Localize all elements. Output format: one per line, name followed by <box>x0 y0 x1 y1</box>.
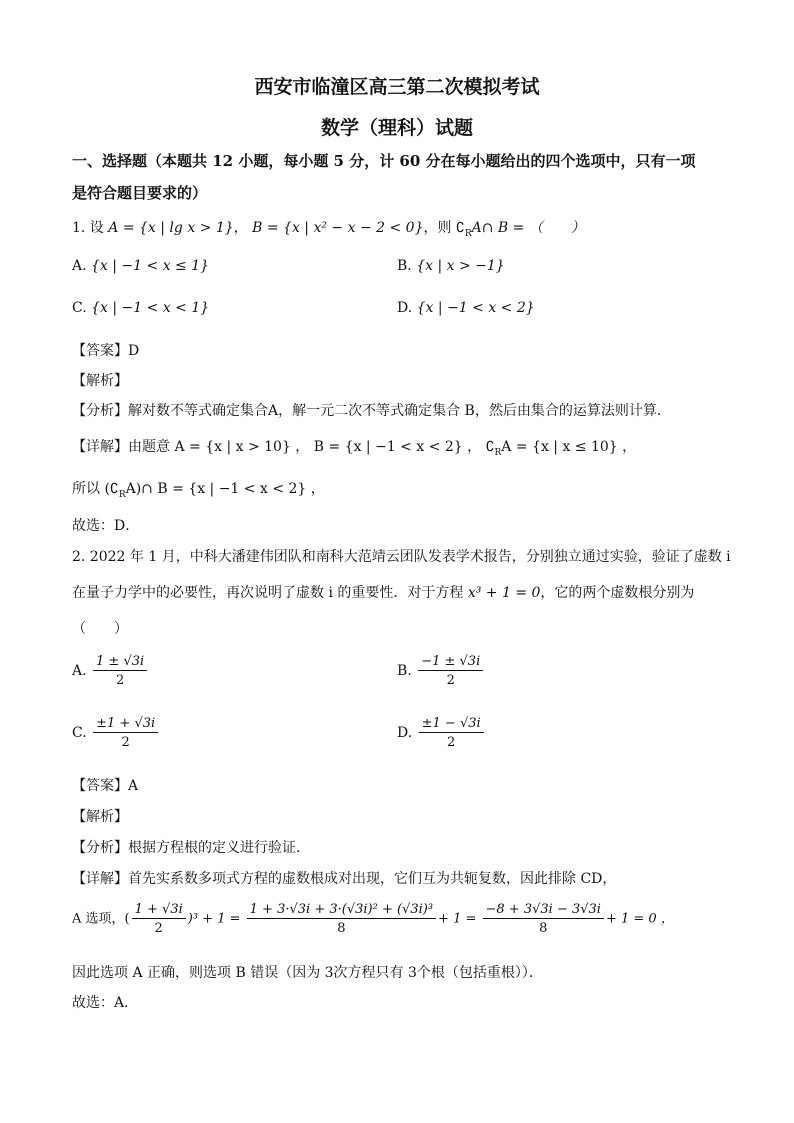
q1-set-b: B = {x | x² − x − 2 < 0} <box>252 220 424 236</box>
q1-set-a: A = {x | lg x > 1} <box>108 220 234 236</box>
q1-xiangjie: 【详解】由题意 A = {x | x > 10} ， B = {x | −1 < x < 2} ， $∁_RA = \{x$ | x ≤ 10} ， <box>72 439 637 458</box>
q2-option-c: C. $\frac{\pm 1 + √3i}{2}$ <box>72 716 160 750</box>
q2-analysis-tag: 【解析】 <box>72 809 128 825</box>
q1-stem: 1. 设 A = {x | lg x > 1}， B = {x | x² − x − 2 < 0}，则 $∁_RA\cap$ B = （ ） <box>72 220 585 239</box>
q1-option-c: C. {x | −1 < x < 1} <box>72 300 210 316</box>
q2-conclusion: 因此选项 A 正确，则选项 B 错误（因为 3次方程只有 3个根（包括重根））． <box>72 965 543 981</box>
q1-suoyi: 所以 $(∁_RA)\cap$ B = {x | −1 < x < 2} ， <box>72 481 325 500</box>
q2-option-a: A. $\frac{1 \pm √3i}{2}$ <box>72 654 149 688</box>
q2-stem-line3: （ ） <box>72 621 128 637</box>
section-heading-line1: 一、选择题（本题共 12 小题，每小题 5 分，计 60 分在每小题给出的四个选项中，只有一项 <box>72 152 696 170</box>
q1-analysis-tag: 【解析】 <box>72 373 128 389</box>
q1-option-a: A. {x | −1 < x ≤ 1} <box>72 258 210 274</box>
section-heading-line2: 是符合题目要求的） <box>72 184 208 202</box>
q2-guxuan: 故选：A． <box>72 995 139 1011</box>
q2-fenxi: 【分析】根据方程根的定义进行验证． <box>72 840 310 856</box>
q2-option-a-verification: A 选项，( $\frac{1 + √3i}{2}$ )³ + 1 = $\frac{\text{1 + 3·√3i + 3·(√3i)² + (√3i)³}}{8}$ + 1 = $\frac{-8 + 3√3i - 3√3i}{8}$ + 1 = 0 ， <box>72 902 674 936</box>
q2-answer: 【答案】A <box>72 778 139 794</box>
page-title: 西安市临潼区高三第二次模拟考试 <box>254 76 540 98</box>
q1-guxuan: 故选：D． <box>72 518 140 534</box>
q2-option-d: D. $\frac{\pm 1 - √3i}{2}$ <box>397 716 486 750</box>
q2-xiangjie: 【详解】首先实系数多项式方程的虚数根成对出现，它们互为共轭复数，因此排除 CD， <box>72 871 617 887</box>
q1-answer: 【答案】D <box>72 343 140 359</box>
page-subtitle: 数学（理科）试题 <box>320 117 473 139</box>
q2-option-b: B. $\frac{-1 \pm √3i}{2}$ <box>397 654 485 688</box>
q1-fenxi: 【分析】解对数不等式确定集合A，解一元二次不等式确定集合 B，然后由集合的运算法则计算． <box>72 403 671 419</box>
q1-option-d: D. {x | −1 < x < 2} <box>397 300 535 316</box>
q2-stem-line1: 2. 2022 年 1 月，中科大潘建伟团队和南科大范靖云团队发表学术报告，分别独立通过实验，验证了虚数 i <box>72 549 731 565</box>
q2-stem-line2: 在量子力学中的必要性，再次说明了虚数 i 的重要性．对于方程 x³ + 1 = 0，它的两个虚数根分别为 <box>72 585 695 601</box>
q1-option-b: B. {x | x > −1} <box>397 258 505 274</box>
